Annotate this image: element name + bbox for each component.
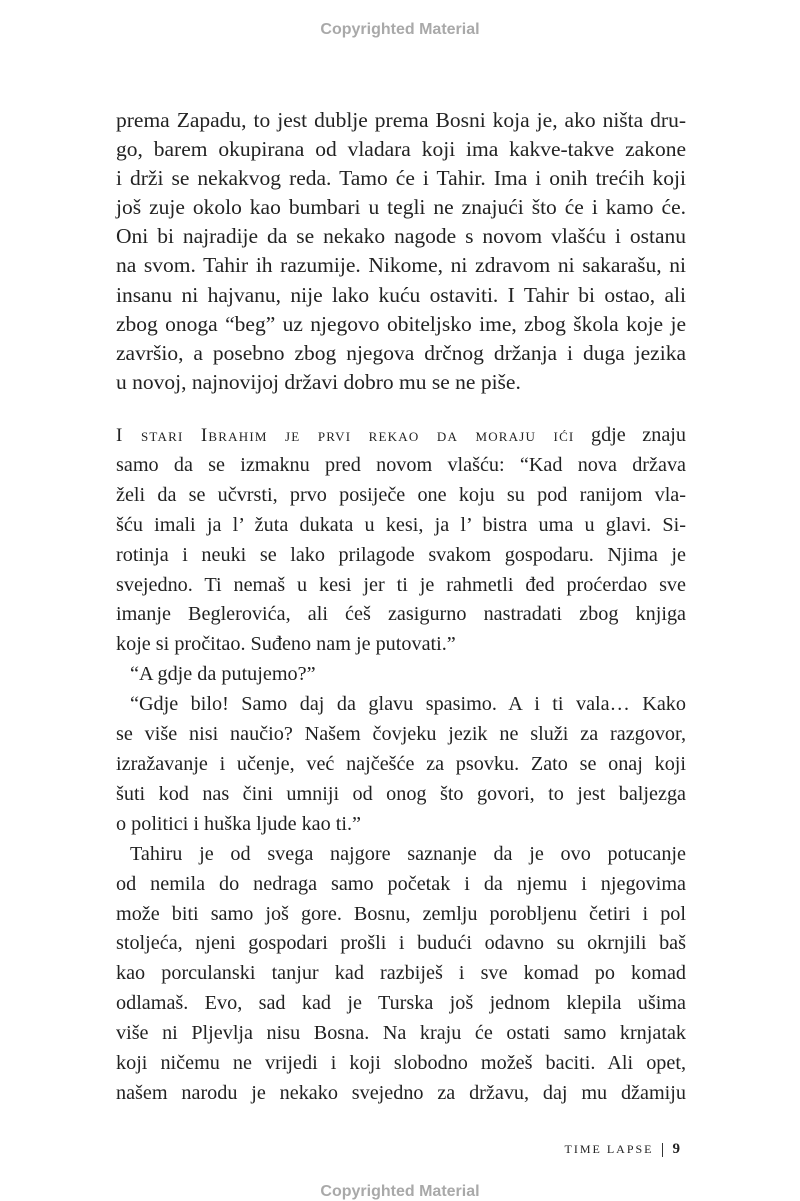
- footer-divider: [662, 1143, 663, 1157]
- section-2: [116, 421, 686, 1109]
- section-opening-caps: I stari Ibrahim je prvi rekao da moraju ići: [116, 425, 575, 446]
- text-line: stoljeća, njeni gospodari prošli i budući odavno su okrnjili baš: [116, 932, 686, 955]
- text-line: se više nisi naučio? Našem čovjeku jezik ne služi za razgovor,: [116, 723, 686, 746]
- text-line: želi da se učvrsti, prvo posiječe one koju su pod ranijom vla-: [116, 483, 686, 506]
- paragraph-1: [116, 106, 686, 397]
- text-line: i drži se nekakvog reda. Tamo će i Tahir. Ima i onih trećih koji: [116, 166, 686, 191]
- text-line: samo da se izmaknu pred novom vlašću: “Kad nova država: [116, 453, 686, 476]
- text-line: koje si pročitao. Suđeno nam je putovati.”: [116, 633, 456, 656]
- text-line: koji ničemu ne vrijedi i koji slobodno možeš baciti. Ali opet,: [116, 1052, 686, 1075]
- watermark-top: Copyrighted Material: [320, 21, 480, 38]
- text-line: može biti samo još gore. Bosnu, zemlju porobljenu četiri i pol: [116, 902, 686, 925]
- text-line: završio, a posebno zbog njegova drčnog držanja i duga jezika: [116, 340, 686, 365]
- text-line: u novoj, najnovijoj državi dobro mu se ne piše.: [116, 369, 521, 394]
- watermark-bottom: Copyrighted Material: [320, 1183, 480, 1200]
- text-line: prema Zapadu, to jest dublje prema Bosni koja je, ako ništa dru-: [116, 108, 686, 132]
- text-line: još zuje okolo kao bumbari u tegli ne znajući što će i kamo će.: [116, 195, 686, 220]
- text-line: našem narodu je nekako svejedno za državu, daj mu džamiju: [116, 1081, 686, 1104]
- section-opening-line: [116, 421, 686, 451]
- text-line: na svom. Tahir ih razumije. Nikome, ni zdravom ni sakarašu, ni: [116, 253, 686, 278]
- text-line: Oni bi najradije da se nekako nagode s novom vlašću i ostanu: [116, 224, 686, 249]
- text-line: Tahiru je od svega najgore saznanje da je ovo potucanje: [130, 842, 686, 865]
- text-line: insanu ni hajvanu, nije lako kuću ostaviti. I Tahir bi ostao, ali: [116, 282, 686, 307]
- text-line: “Gdje bilo! Samo daj da glavu spasimo. A i ti vala… Kako: [130, 693, 686, 716]
- text-line: imanje Beglerovića, ali ćeš zasigurno nastradati zbog knjiga: [116, 603, 686, 626]
- text-line: go, barem okupirana od vladara koji ima kakve-takve zakone: [116, 137, 686, 162]
- text-line: više ni Pljevlja nisu Bosna. Na kraju će ostati samo krnjatak: [116, 1022, 686, 1045]
- running-title: TIME LAPSE: [564, 1142, 654, 1156]
- text-line: “A gdje da putujemo?”: [130, 663, 316, 686]
- text-line: o politici i huška ljude kao ti.”: [116, 812, 362, 835]
- text-line: rotinja i neuki se lako prilagode svakom gospodaru. Njima je: [116, 543, 686, 566]
- text-line: zbog onoga “beg” uz njegovo obiteljsko ime, zbog škola koje je: [116, 311, 686, 336]
- text-line: šću imali ja l’ žuta dukata u kesi, ja l’ bistra uma u glavi. Si-: [116, 513, 686, 536]
- page-footer: [565, 1141, 681, 1158]
- text-line: kao porculanski tanjur kad razbiješ i sve komad po komad: [116, 962, 686, 985]
- text-line: odlamaš. Evo, sad kad je Turska još jednom klepila ušima: [116, 992, 686, 1015]
- section-opening-rest: gdje znaju: [574, 424, 686, 446]
- text-line: šuti kod nas čini umniji od onog što govori, to jest baljezga: [116, 782, 686, 805]
- page-number: 9: [672, 1141, 680, 1157]
- text-line: svejedno. Ti nemaš u kesi jer ti je rahmetli đed proćerdao sve: [116, 573, 686, 596]
- text-line: izražavanje i učenje, već najčešće za psovku. Zato se onaj koji: [116, 752, 686, 775]
- text-line: od nemila do nedraga samo početak i da njemu i njegovima: [116, 872, 686, 895]
